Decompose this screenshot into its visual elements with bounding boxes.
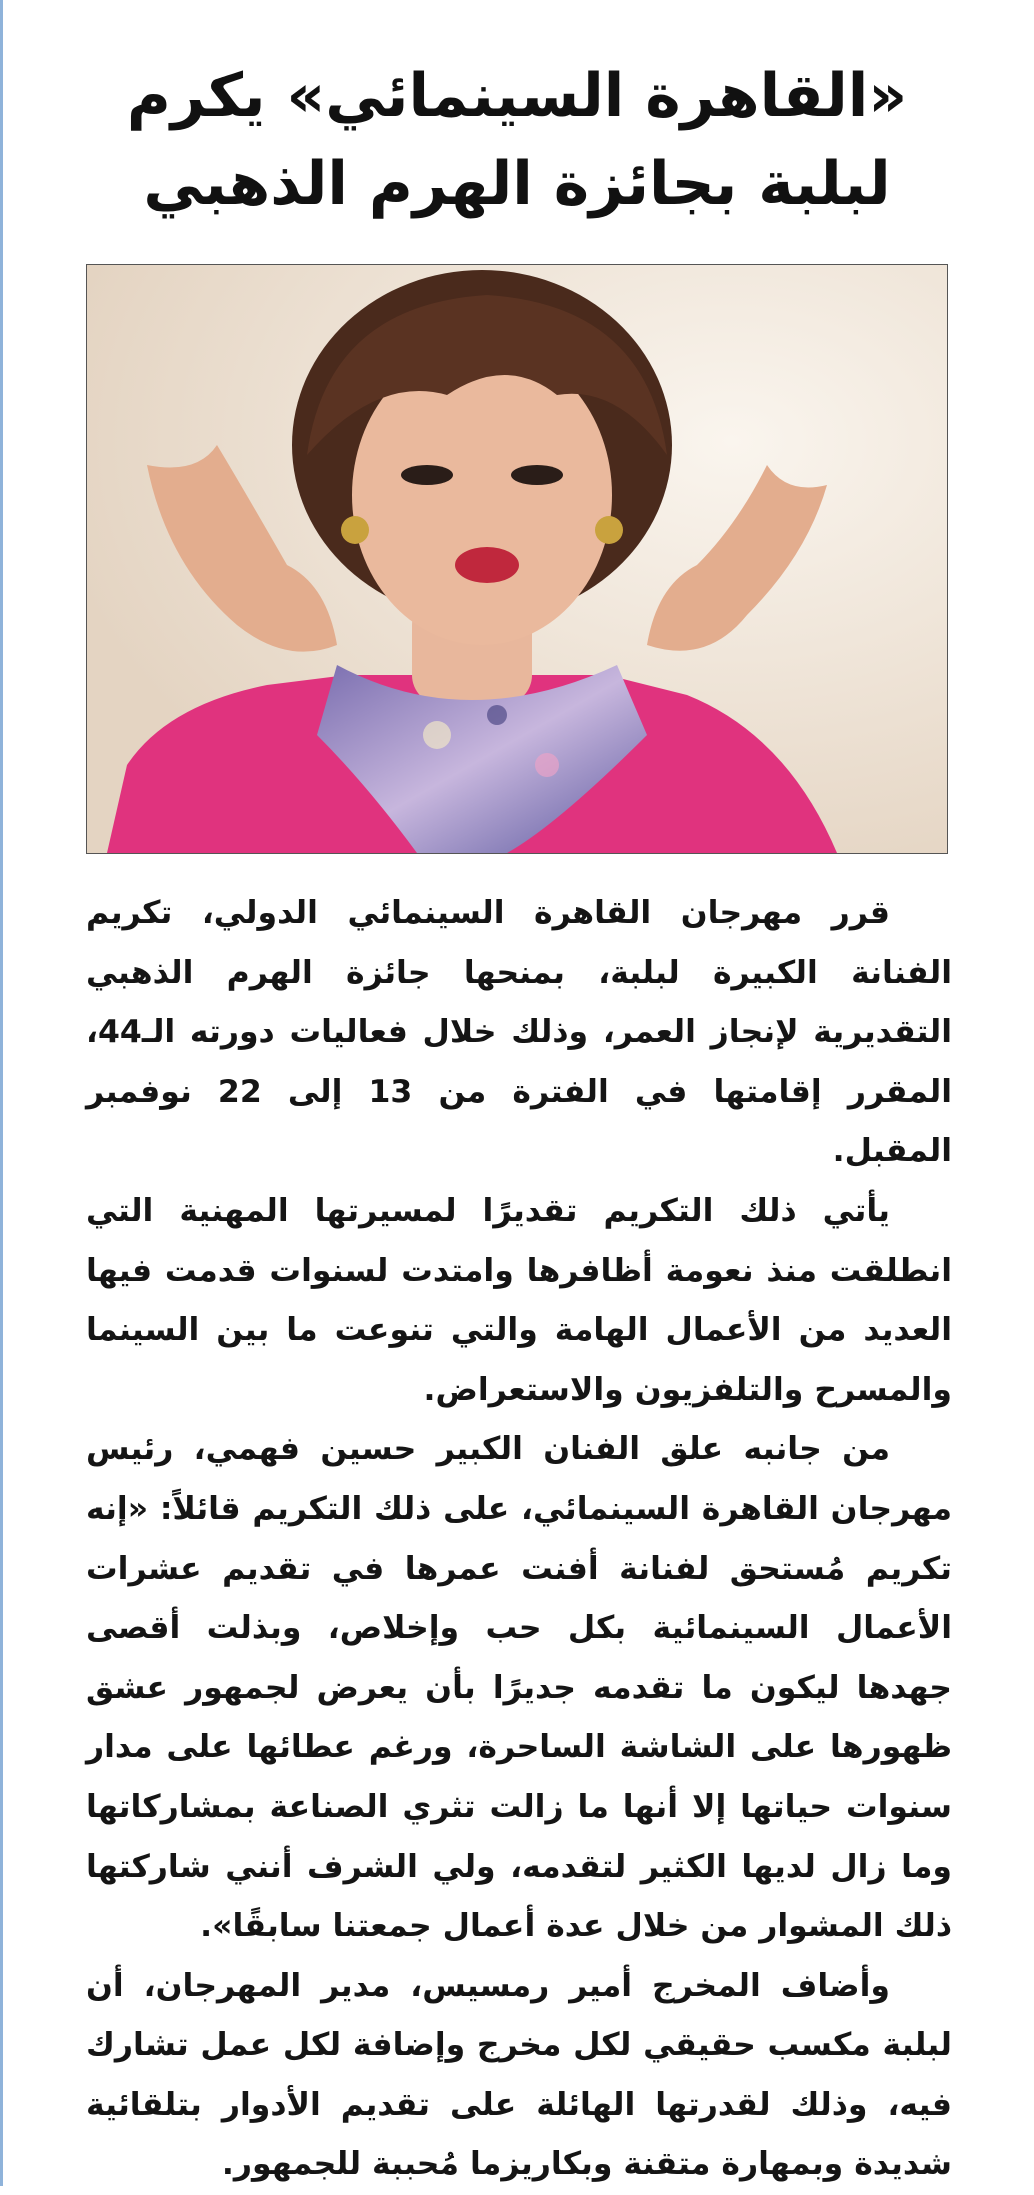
- headline-line-2: لبلبة بجائزة الهرم الذهبي: [143, 149, 891, 219]
- article-body: [86, 884, 952, 2195]
- paragraph-1: قرر مهرجان القاهرة السينمائي الدولي، تكريم الفنانة الكبيرة لبلبة، بمنحها جائزة الهرم الذهبي التقديرية لإنجاز العمر، وذلك خلال فعاليات دورته الـ44، المقرر إقامتها في الفترة من 13 إلى 22 نوفمبر المقبل.: [86, 895, 952, 1170]
- paragraph-4: وأضاف المخرج أمير رمسيس، مدير المهرجان، أن لبلبة مكسب حقيقي لكل مخرج وإضافة لكل عمل تشارك فيه، وذلك لقدرتها الهائلة على تقديم الأدوار بتلقائية شديدة وبمهارة متقنة وبكاريزما مُحببة للجمهور.: [86, 1967, 952, 2183]
- paragraph-2: يأتي ذلك التكريم تقديرًا لمسيرتها المهنية التي انطلقت منذ نعومة أظافرها وامتدت لسنوات قدمت فيها العديد من الأعمال الهامة والتي تنوعت ما بين السينما والمسرح والتلفزيون والاستعراض.: [86, 1192, 952, 1408]
- paragraph-3: من جانبه علق الفنان الكبير حسين فهمي، رئيس مهرجان القاهرة السينمائي، على ذلك التكريم قائلاً: «إنه تكريم مُستحق لفنانة أفنت عمرها في تقديم عشرات الأعمال السينمائية بكل حب وإخلاص، وبذلت أقصى جهدها ليكون ما تقدمه جديرًا بأن يعرض لجمهور عشق ظهورها على الشاشة الساحرة، ورغم عطائها على مدار سنوات حياتها إلا أنها ما زالت تثري الصناعة بمشاركاتها وما زال لديها الكثير لتقدمه، ولي الشرف أنني شاركتها ذلك المشوار من خلال عدة أعمال جمعتنا سابقًا».: [86, 1431, 952, 1945]
- article-headline: [60, 52, 974, 228]
- headline-line-1: «القاهرة السينمائي» يكرم: [126, 61, 908, 131]
- article-photo: [86, 264, 948, 854]
- page-edge-rule: [0, 0, 3, 2186]
